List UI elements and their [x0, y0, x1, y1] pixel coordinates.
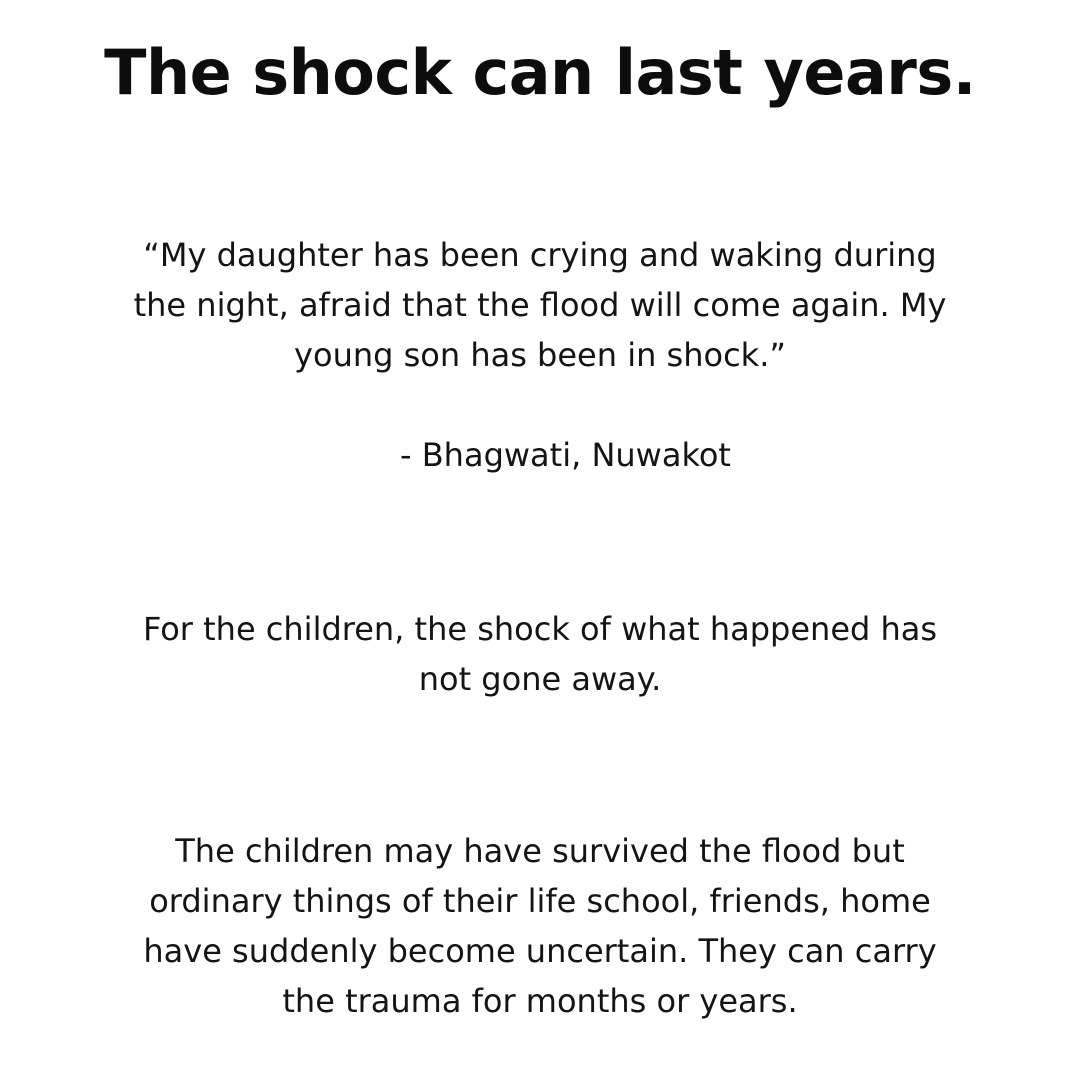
quote-attribution: - Bhagwati, Nuwakot — [400, 436, 731, 474]
paragraph-line: For the children, the shock of what happened has — [142, 610, 938, 648]
quote-line: young son has been in shock.” — [294, 336, 786, 374]
paragraph-line: not gone away. — [418, 660, 662, 698]
page-title: The shock can last years. — [104, 36, 976, 109]
body-paragraph-1 — [90, 604, 990, 704]
quote-line: the night, afraid that the flood will come again. My — [133, 286, 947, 324]
body-paragraph-2 — [90, 826, 990, 1026]
paragraph-line: have suddenly become uncertain. They can carry — [143, 932, 937, 970]
paragraph-line: ordinary things of their life school, friends, home — [149, 882, 931, 920]
paragraph-line: The children may have survived the flood but — [175, 832, 905, 870]
quote-line: “My daughter has been crying and waking during — [143, 236, 937, 274]
testimonial-quote — [90, 230, 990, 380]
paragraph-line: the trauma for months or years. — [282, 982, 798, 1020]
